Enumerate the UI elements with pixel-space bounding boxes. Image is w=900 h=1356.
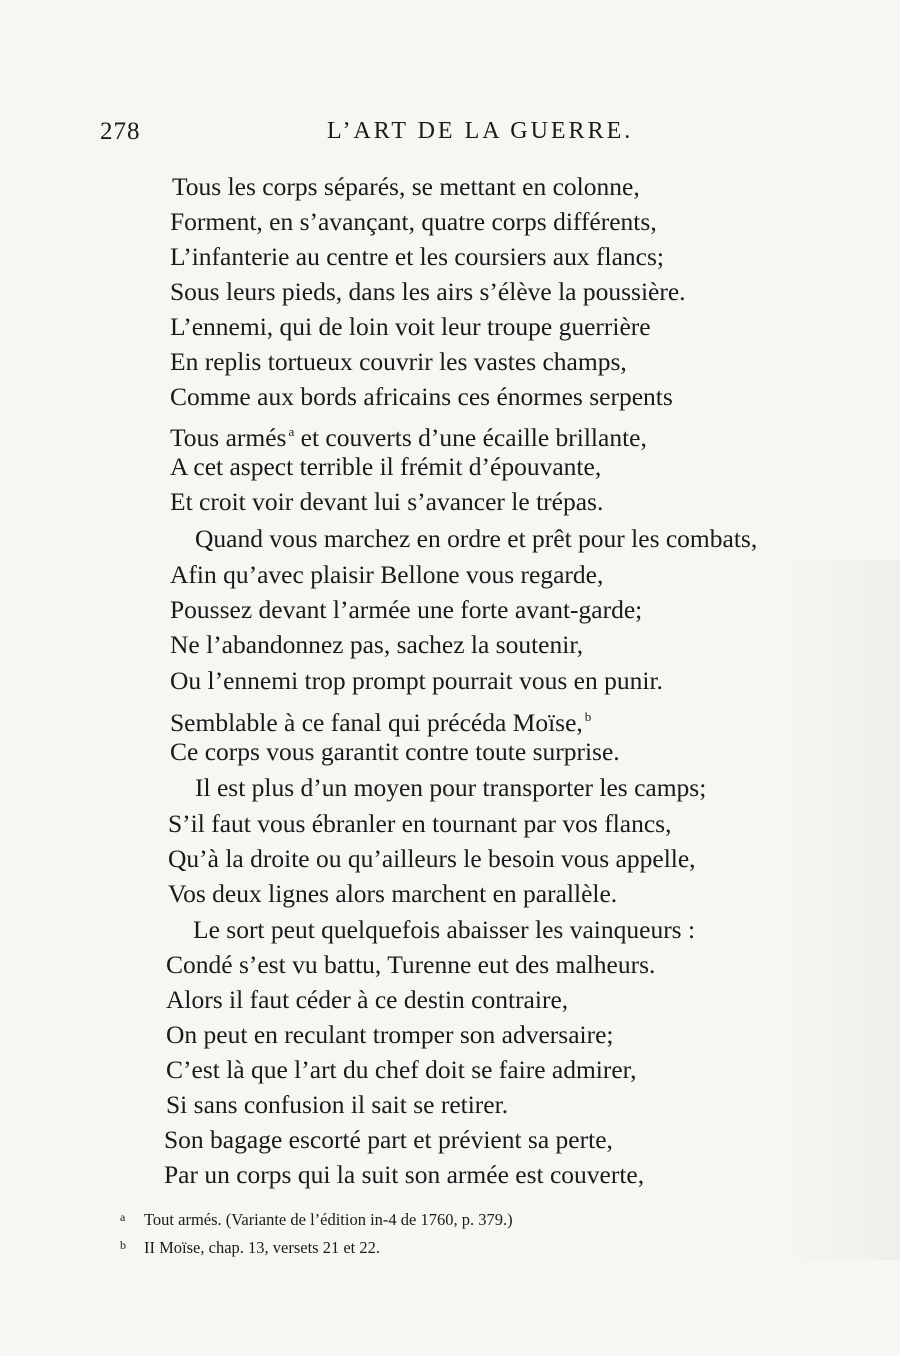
verse-line: C’est là que l’art du chef doit se faire admirer, <box>166 1055 637 1084</box>
verse-line: En replis tortueux couvrir les vastes champs, <box>170 347 627 376</box>
footnote-text: Tout armés. (Variante de l’édition in-4 de 1760, p. 379.) <box>144 1210 513 1229</box>
verse-line: Le sort peut quelquefois abaisser les vainqueurs : <box>193 915 696 944</box>
verse-line: L’infanterie au centre et les coursiers aux flancs; <box>170 242 664 271</box>
verse-line: Quand vous marchez en ordre et prêt pour les combats, <box>195 524 758 553</box>
verse-line: Si sans confusion il sait se retirer. <box>166 1090 509 1119</box>
verse-line: A cet aspect terrible il frémit d’épouvante, <box>170 452 602 481</box>
page-number: 278 <box>100 118 141 145</box>
verse-line: Il est plus d’un moyen pour transporter les camps; <box>195 773 707 802</box>
footnote-a <box>120 1210 513 1230</box>
footnote-ref-b[interactable]: b <box>584 709 592 724</box>
verse-line: Forment, en s’avançant, quatre corps différents, <box>170 207 657 236</box>
verse-line: Son bagage escorté part et prévient sa perte, <box>164 1125 613 1154</box>
verse-line: Sous leurs pieds, dans les airs s’élève la poussière. <box>170 277 686 306</box>
footnote-text: II Moïse, chap. 13, versets 21 et 22. <box>144 1238 380 1257</box>
bleed-through-shadow <box>780 560 900 1260</box>
verse-line: Et croit voir devant lui s’avancer le trépas. <box>170 487 604 516</box>
verse-line: Semblable à ce fanal qui précéda Moïse, $^b$ <box>170 708 592 737</box>
verse-line: Poussez devant l’armée une forte avant-garde; <box>170 595 643 624</box>
verse-line: Alors il faut céder à ce destin contraire, <box>166 985 569 1014</box>
verse-line: Comme aux bords africains ces énormes serpents <box>170 382 673 411</box>
verse-line: Ce corps vous garantit contre toute surprise. <box>170 737 620 766</box>
verse-line: S’il faut vous ébranler en tournant par vos flancs, <box>168 809 672 838</box>
page-header <box>100 118 660 158</box>
verse-line: Condé s’est vu battu, Turenne eut des malheurs. <box>166 950 656 979</box>
footnote-b <box>120 1238 380 1258</box>
verse-line: Afin qu’avec plaisir Bellone vous regarde, <box>170 560 604 589</box>
verse-line: Tous armés $^a$ et couverts d’une écaille brillante, <box>170 423 647 452</box>
running-title: L’ART DE LA GUERRE. <box>327 118 634 144</box>
verse-line: L’ennemi, qui de loin voit leur troupe guerrière <box>170 312 651 341</box>
verse-line: Tous les corps séparés, se mettant en colonne, <box>172 172 640 201</box>
footnote-mark: b <box>120 1238 126 1252</box>
footnote-ref-a[interactable]: a <box>288 424 295 439</box>
verse-line: On peut en reculant tromper son adversaire; <box>166 1020 614 1049</box>
verse-line: Par un corps qui la suit son armée est couverte, <box>164 1160 645 1189</box>
verse-line: Vos deux lignes alors marchent en parallèle. <box>168 879 618 908</box>
footnote-mark: a <box>120 1210 126 1224</box>
verse-line: Ne l’abandonnez pas, sachez la soutenir, <box>170 630 584 659</box>
verse-line: Ou l’ennemi trop prompt pourrait vous en punir. <box>170 666 663 695</box>
verse-line: Qu’à la droite ou qu’ailleurs le besoin vous appelle, <box>168 844 696 873</box>
